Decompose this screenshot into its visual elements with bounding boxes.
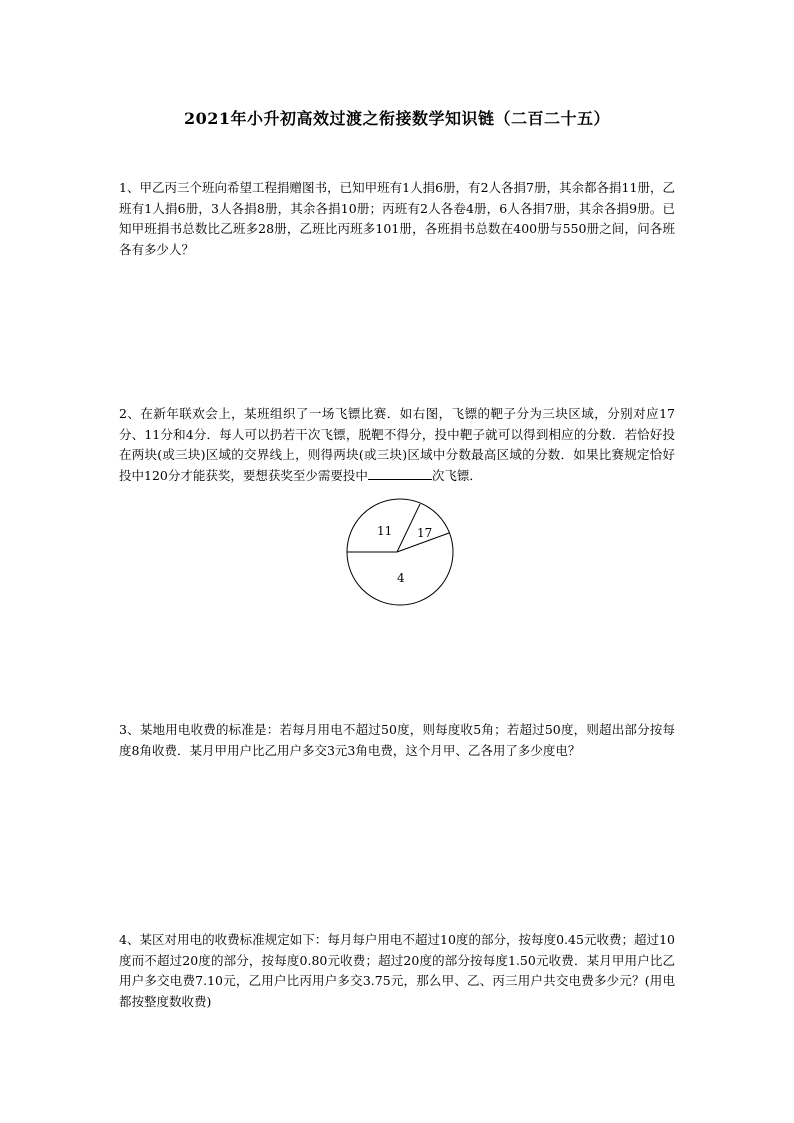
- problem-2-text-end: 次飞镖．: [431, 467, 482, 483]
- problem-2: [119, 404, 675, 486]
- answer-blank: [368, 467, 432, 480]
- region-label-11: 11: [377, 524, 393, 538]
- region-label-4: 4: [397, 571, 405, 585]
- dartboard-svg: [340, 497, 462, 611]
- page-title: 2021年小升初高效过渡之衔接数学知识链（二百二十五）: [183, 109, 611, 128]
- problem-3: 3、某地用电收费的标准是：若每月用电不超过50度，则每度收5角；若超过50度，则超出部分按每度8角收费．某月甲用户比乙用户多交3元3角电费，这个月甲、乙各用了多少度电？: [119, 722, 675, 758]
- dartboard-figure: [340, 497, 462, 611]
- problem-2-text: 2、在新年联欢会上，某班组织了一场飞镖比赛．如右图，飞镖的靶子分为三块区域，分别对应17分、11分和4分．每人可以扔若干次飞镖，脱靶不得分，投中靶子就可以得到相应的分数．若恰好投在两块(或三块)区域的交界线上，则得两块(或三块)区域中分数最高区域的分数．如果比赛规定恰好投中120分才能获奖，要想获奖至少需要投中: [119, 406, 675, 483]
- problem-4: 4、某区对用电的收费标准规定如下：每月每户用电不超过10度的部分，按每度0.45元收费；超过10度而不超过20度的部分，按每度0.80元收费；超过20度的部分按每度1.50元收费．某月甲用户比乙用户多交电费7.10元，乙用户比丙用户多交3.75元，那么甲、乙、丙三用户共交电费多少元？(用电都按整度数收费): [119, 932, 675, 1009]
- region-label-17: 17: [417, 526, 433, 540]
- problem-1: 1、甲乙丙三个班向希望工程捐赠图书，已知甲班有1人捐6册，有2人各捐7册，其余都各捐11册，乙班有1人捐6册，3人各捐8册，其余各捐10册；丙班有2人各卷4册，6人各捐7册，其余各捐9册。已知甲班捐书总数比乙班多28册，乙班比丙班多101册，各班捐书总数在400册与550册之间，问各班各有多少人？: [119, 180, 675, 257]
